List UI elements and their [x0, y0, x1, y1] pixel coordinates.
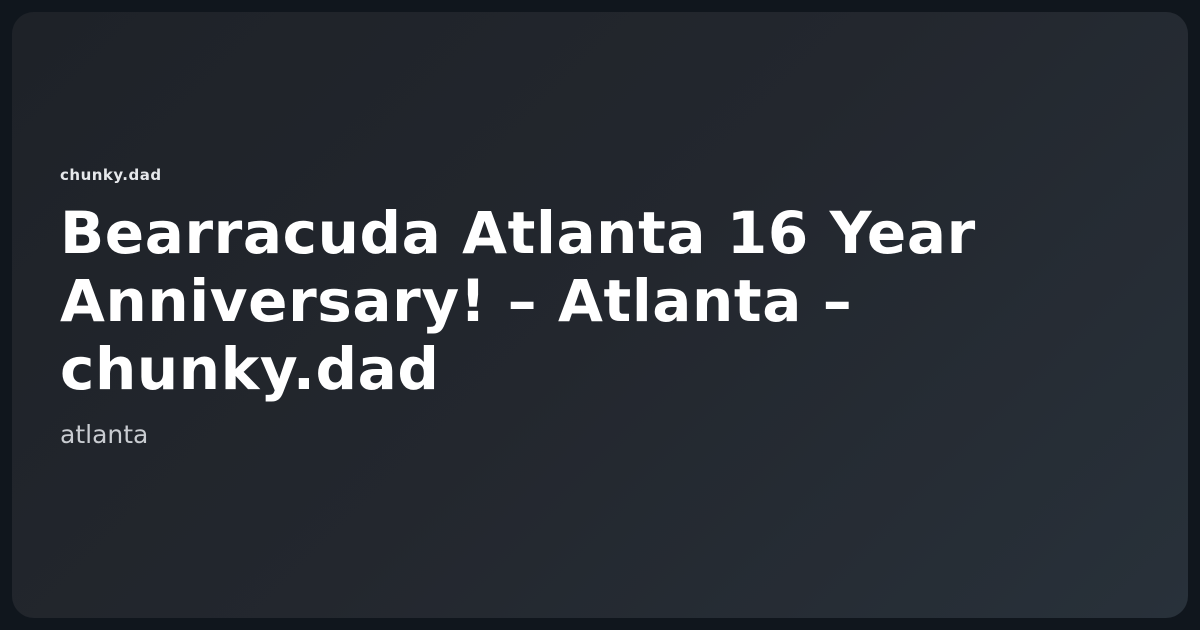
card-content	[60, 165, 1140, 451]
city-tag: atlanta	[60, 420, 149, 449]
page-title: Bearracuda Atlanta 16 Year Anniversary! – Atlanta – chunky.dad	[60, 199, 976, 403]
preview-card	[12, 12, 1188, 618]
site-name: chunky.dad	[60, 166, 162, 184]
